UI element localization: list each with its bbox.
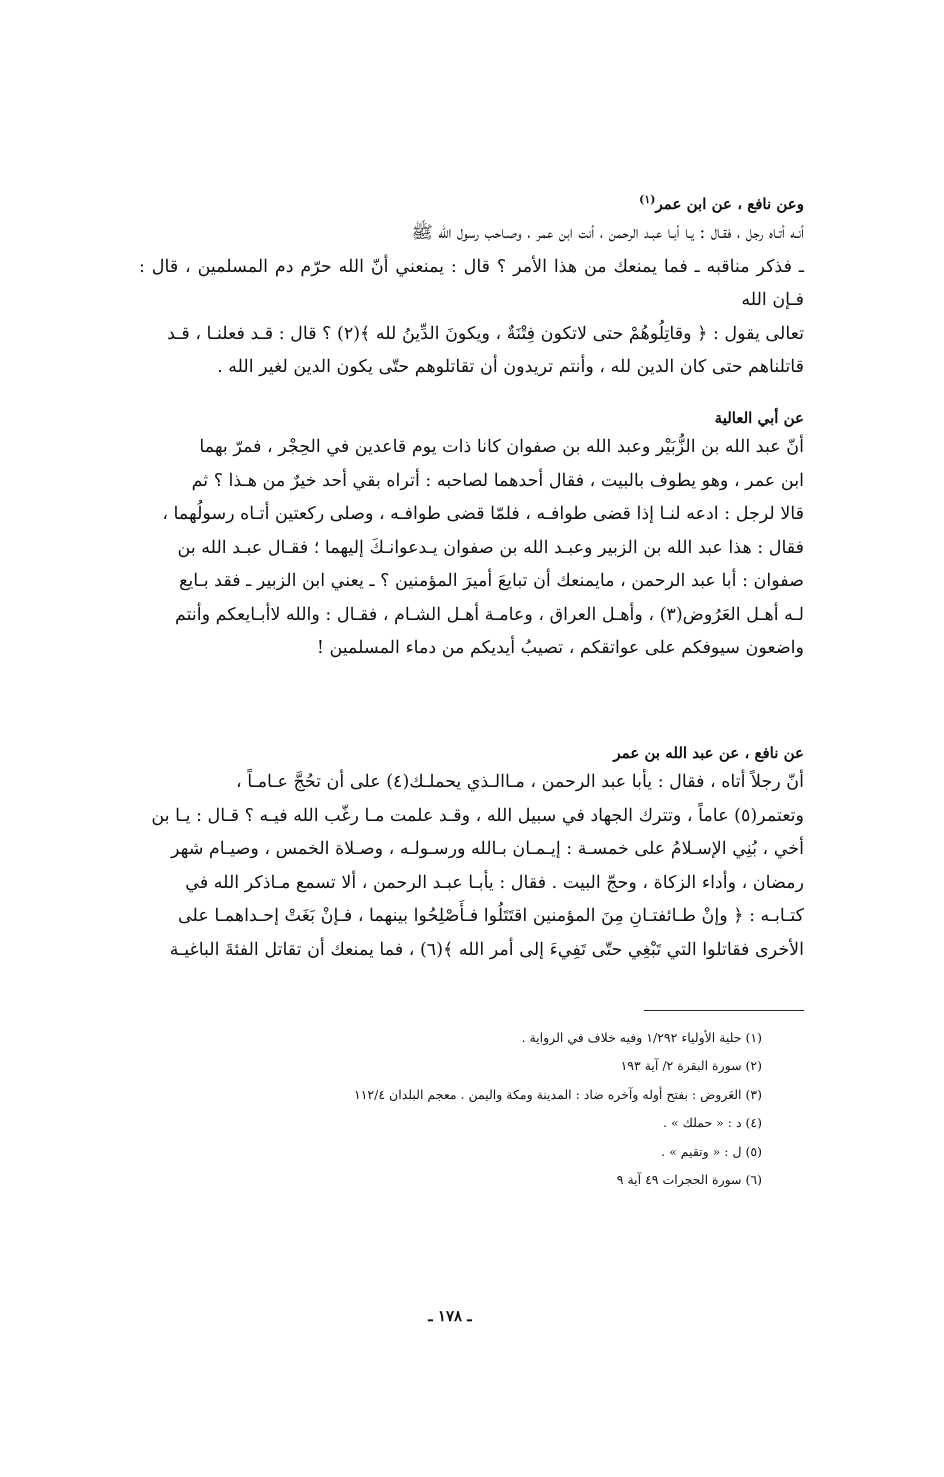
text-line: كتـابـه : ﴿ وإنْ طـائفتـانِ مِنَ المؤمنين اقتَتَلُوا فـأَصْلِحُوا بينهما ، فـإنْ بَغَتْ إحـداهمـا على (177, 906, 804, 926)
text-line: صفوان : أبا عبد الرحمن ، مايمنعك أن تبايعَ أميرَ المؤمنين ؟ ـ يعني ابن الزبير ـ فقد بـايع (179, 571, 804, 591)
section-heading: وعن نافع ، عن ابن عمر$^{(١)}$ (639, 193, 804, 213)
footnote-item: (٤) د : « حملك » . (663, 1115, 762, 1131)
section-2 (139, 405, 804, 666)
section-heading: عن نافع ، عن عبد الله بن عمر (613, 744, 804, 762)
text-line: واضعون سيوفكم على عواتقكم ، تصيبُ أيديكم من دماء المسلمين ! (316, 638, 804, 658)
text-line: تعالى يقول : ﴿ وقاتِلُوهُمْ حتى لاتكون فِتْنَةٌ ، ويكونَ الدِّينُ لله ﴾(٢) ؟ قال : قـد فعلنـا ، قـد (167, 323, 804, 344)
section-heading: عن أبي العالية (714, 409, 804, 427)
text-line: رمضان ، وأداء الزكاة ، وحجّ البيت . فقال : يأبـا عبـد الرحمن ، ألا تسمع مـاذكر الله في (185, 872, 804, 893)
text-line: ابن عمر ، وهو يطوف بالبيت ، فقال أحدهما لصاحبه : أتراه بقي أحد خيرٌ من هـذا ؟ ثم (191, 470, 804, 491)
section-3 (139, 740, 804, 967)
text-line: ـ فذكر مناقبه ـ فما يمنعك من هذا الأمر ؟ قال : يمنعني أنّ الله حرّم دم المسلمين ، قال : فـإن الله (139, 256, 804, 310)
text-line: أنّ عبد الله بن الزُّبَيْر وعبد الله بن صفوان كانا ذات يوم قاعدين في الحِجْر ، فمرّ بهما (199, 437, 804, 457)
text-line: وتعتمر(٥) عاماً ، وتترك الجهاد في سبيل الله ، وقـد علمت مـا رغّب الله فيـه ؟ قـال : يـا بن (151, 805, 804, 826)
text-line: لـه أهـل العَرُوض(٣) ، وأهـل العراق ، وعامـة أهـل الشـام ، فقـال : والله لاأبـايعكم وأنتم (174, 604, 804, 625)
footnote-item: (٢) سورة البقرة ٢/ آية ١٩٣ (620, 1058, 762, 1074)
text-line: أخي ، بُنِي الإسـلامُ على خمسـة : إيـمـان بـالله ورسـولـه ، وصـلاة الخمس ، وصيـام شهر (170, 839, 804, 859)
footnote-divider (644, 1010, 804, 1011)
footnote-item: (٣) العَروض : بفتح أوله وآخره ضاد : المدينة ومكة واليمن . معجم البلدان ١١٢/٤ (354, 1086, 762, 1102)
section-1 (139, 191, 804, 385)
page-number: ـ ١٧٨ ـ (428, 1307, 472, 1325)
text-line: قاتلناهم حتى كان الدين لله ، وأنتم تريدون أن تقاتلوهم حتّى يكون الدين لغير الله . (217, 357, 804, 377)
footnotes (162, 1024, 762, 1194)
text-line: أنّ رجلاً أتاه ، فقال : يأبا عبد الرحمن ، مـاالـذي يحملـك(٤) على أن تحُجَّ عـامـاً ، (236, 772, 804, 792)
text-line: أنـه أتـاه رجل ، فقـال : يـا أبـا عبـد الرحمن ، أنت ابن عمر ، وصـاحب رسول الله ﷺ (411, 223, 804, 243)
footnote-item: (١) حلية الأولياء ١/٢٩٢ وفيه خلاف في الرواية . (521, 1030, 762, 1045)
text-line: الأخرى فقاتلوا التي تَبْغِي حتّى تَفِيءَ إلى أمر الله ﴾(٦) ، فما يمنعك أن تقاتل الفئةَ الباغيـة (169, 939, 804, 960)
text-line: فقال : هذا عبد الله بن الزبير وعبـد الله بن صفوان يـدعوانـكَ إليهما ؛ فقـال عبـد الله بن (177, 537, 804, 558)
footnote-item: (٦) سورة الحجرات ٤٩ آية ٩ (616, 1172, 762, 1188)
text-line: قالا لرجل : ادعه لنـا إذا قضى طوافـه ، فلمّا قضى طوافـه ، وصلى ركعتين أتـاه رسولُهما ، (162, 504, 804, 524)
footnote-item: (٥) ل : « وتقيم » . (661, 1143, 762, 1159)
